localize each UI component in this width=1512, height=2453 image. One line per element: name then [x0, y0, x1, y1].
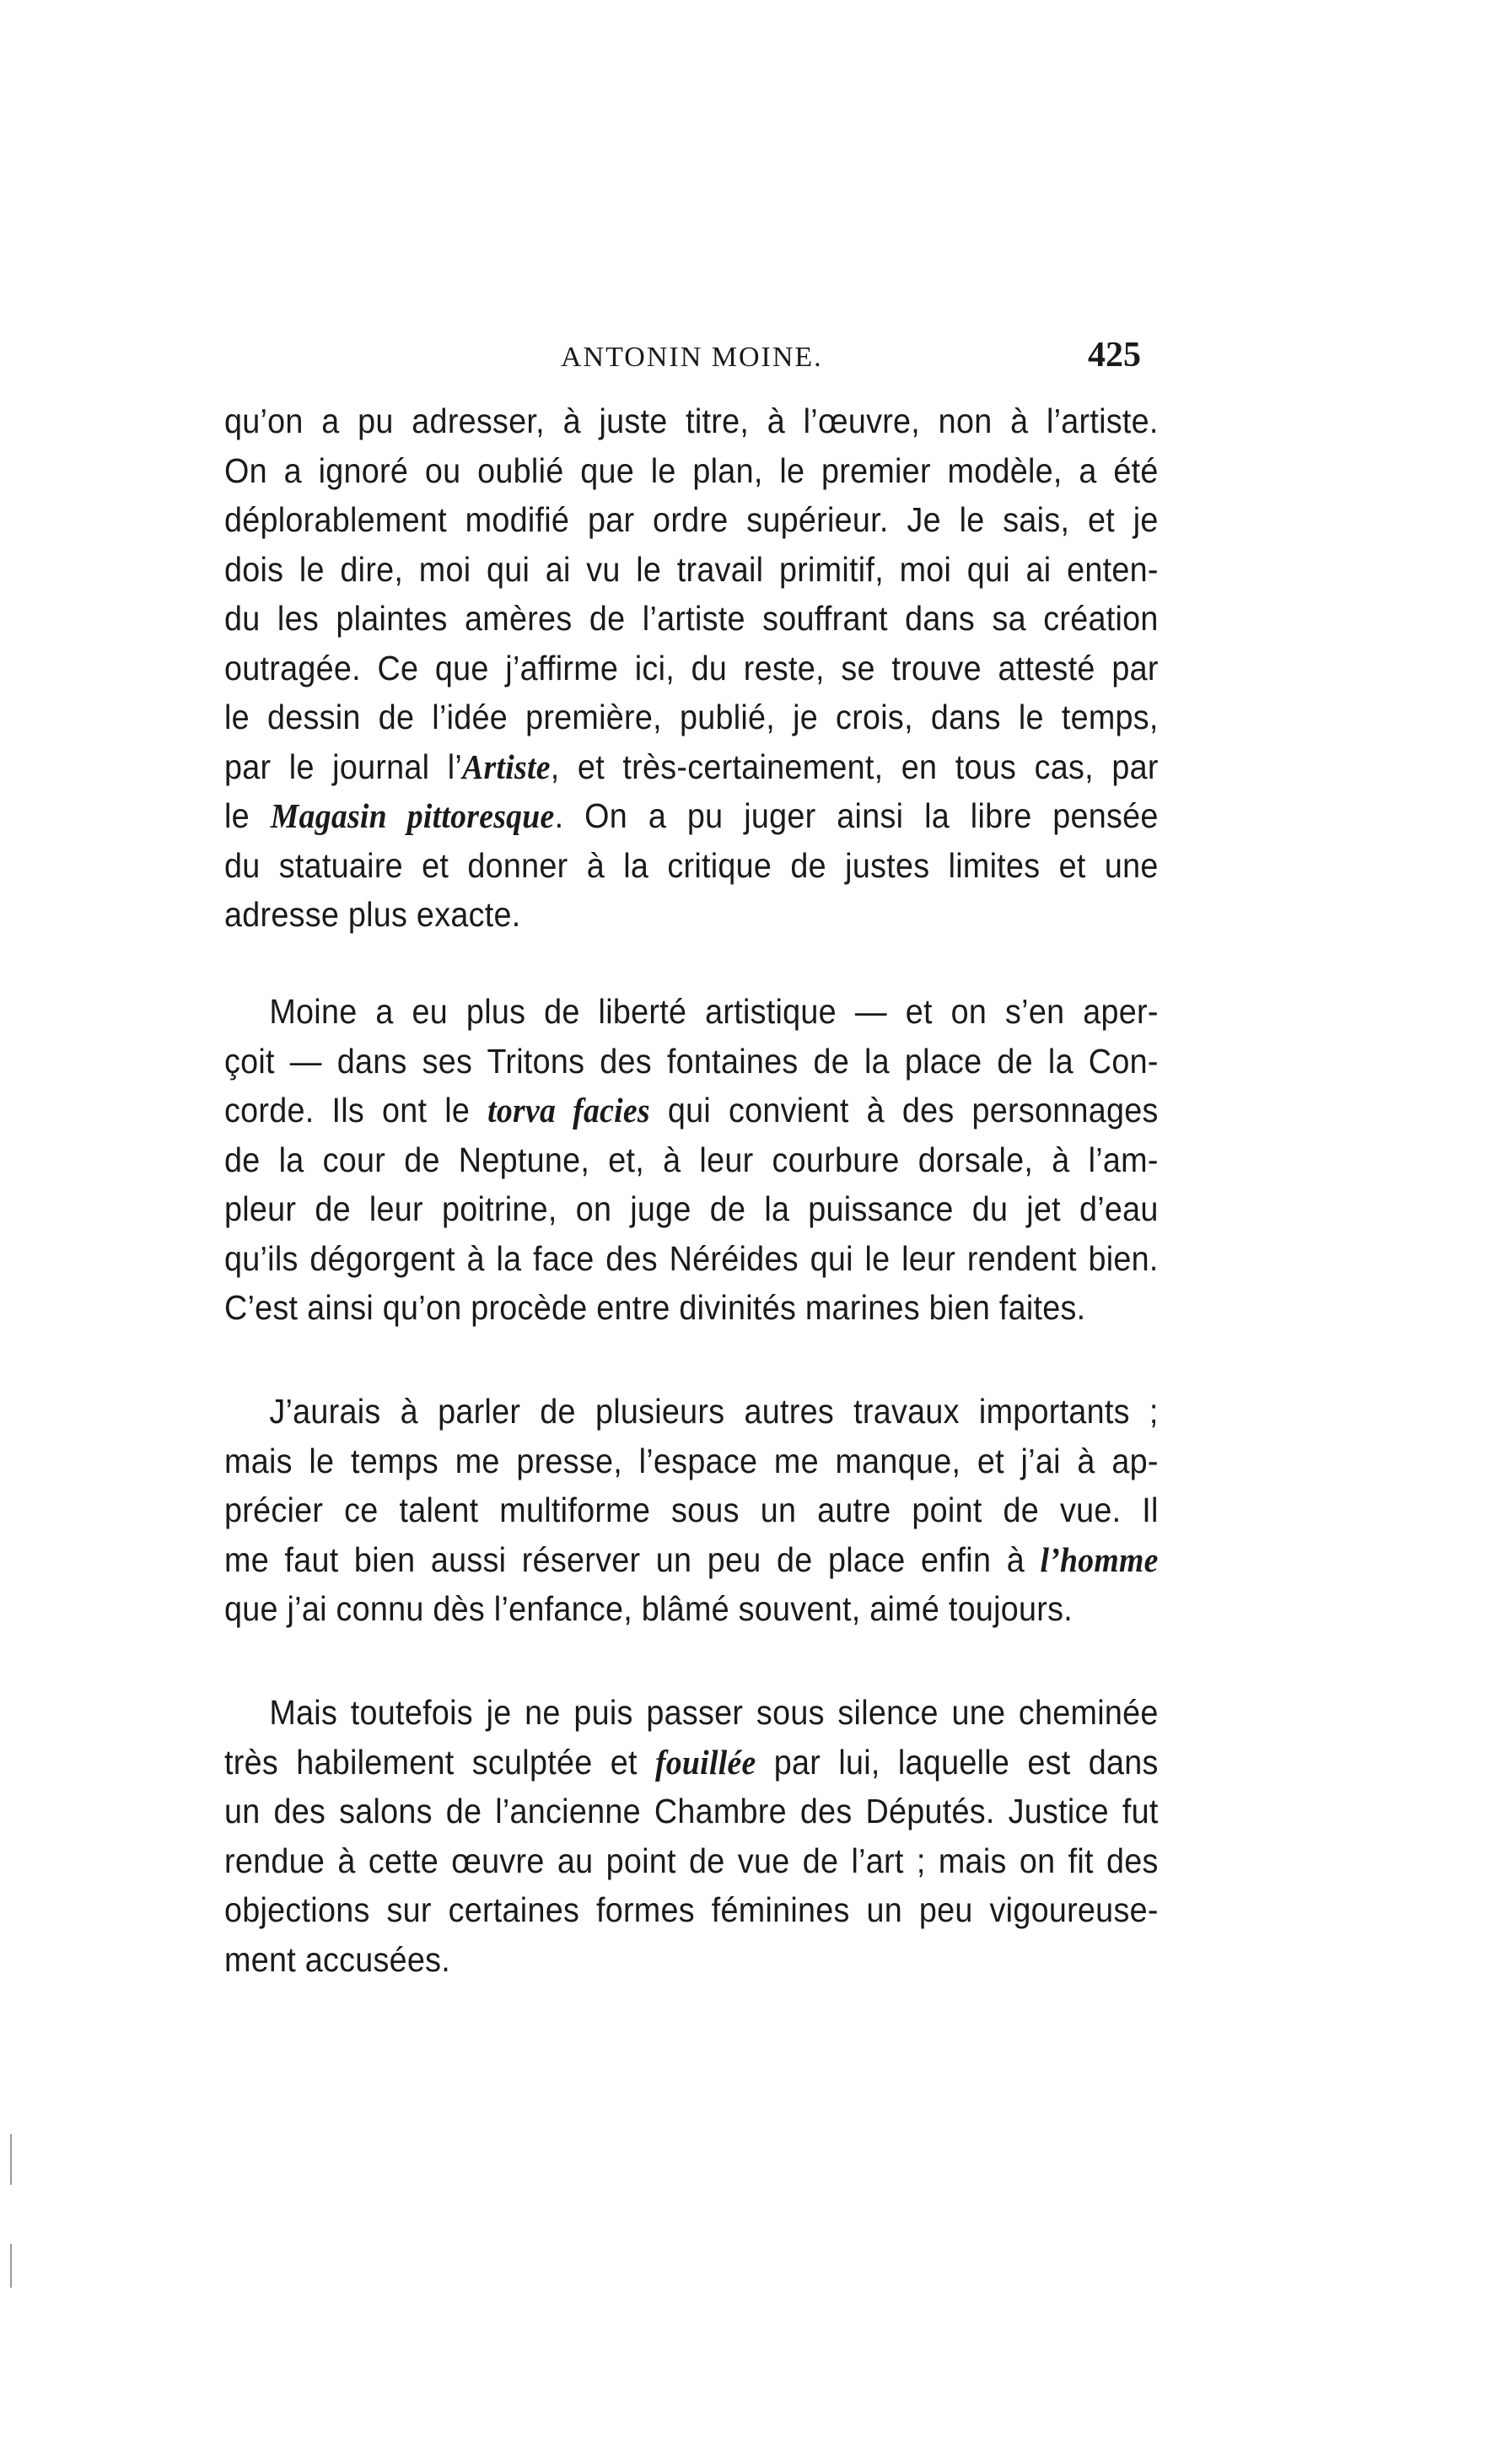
text-line: Moine a eu plus de liberté artistique — et on s’en aper-	[269, 992, 1159, 1031]
text-line: mais le temps me presse, l’espace me manque, et j’ai à ap-	[224, 1441, 1159, 1480]
italic-title: Artiste	[462, 747, 551, 786]
paragraph-2	[224, 987, 1159, 1333]
text-line: précier ce talent multiforme sous un autre point de vue. Il	[224, 1491, 1159, 1529]
text-line: rendue à cette œuvre au point de vue de l’art ; mais on fit des	[224, 1841, 1159, 1880]
text-line: du statuaire et donner à la critique de justes limites et une	[224, 845, 1159, 885]
text-line: que j’ai connu dès l’enfance, blâmé souvent, aimé toujours.	[224, 1589, 1073, 1628]
text-line: outragée. Ce que j’affirme ici, du reste, se trouve attesté par	[224, 648, 1159, 687]
text-line: très habilement sculptée et fouillée par lui, laquelle est dans	[224, 1742, 1159, 1782]
paragraph-3	[224, 1387, 1159, 1634]
text-line: le Magasin pittoresque. On a pu juger ainsi la libre pensée	[224, 796, 1159, 835]
text-line: J’aurais à parler de plusieurs autres travaux importants ;	[269, 1392, 1159, 1431]
italic-phrase: l’homme	[1040, 1539, 1159, 1579]
text-line: corde. Ils ont le torva facies qui convient à des personnages	[224, 1091, 1159, 1129]
paragraph-1	[224, 396, 1159, 940]
text-line: On a ignoré ou oublié que le plan, le premier modèle, a été	[224, 450, 1159, 490]
text-line: un des salons de l’ancienne Chambre des Députés. Justice fut	[224, 1792, 1159, 1830]
text-line: déplorablement modifié par ordre supérieur. Je le sais, et je	[224, 500, 1159, 539]
paragraph-4	[224, 1688, 1159, 1984]
text-line: dois le dire, moi qui ai vu le travail primitif, moi qui ai enten-	[224, 549, 1159, 589]
text-line: me faut bien aussi réserver un peu de place enfin à l’homme	[224, 1539, 1159, 1579]
text-line: par le journal l’Artiste, et très-certainement, en tous cas, par	[224, 747, 1159, 786]
text-line: pleur de leur poitrine, on juge de la puissance du jet d’eau	[224, 1189, 1159, 1228]
text-line: adresse plus exacte.	[224, 895, 521, 934]
text-line: de la cour de Neptune, et, à leur courbure dorsale, à l’am-	[224, 1140, 1159, 1179]
scan-margin-mark	[10, 2134, 12, 2185]
italic-phrase: fouillée	[654, 1742, 756, 1782]
text-line: objections sur certaines formes féminines un peu vigoureuse-	[224, 1890, 1159, 1929]
italic-title: Magasin pittoresque	[270, 796, 555, 835]
text-line: qu’on a pu adresser, à juste titre, à l’œuvre, non à l’artiste.	[224, 402, 1159, 440]
text-line: çoit — dans ses Tritons des fontaines de la place de la Con-	[224, 1041, 1159, 1081]
page-number: 425	[1088, 336, 1141, 375]
text-line: C’est ainsi qu’on procède entre divinités marines bien faites.	[224, 1288, 1086, 1327]
running-title: ANTONIN MOINE.	[561, 342, 823, 373]
italic-phrase: torva facies	[487, 1091, 650, 1129]
text-line: ment accusées.	[224, 1939, 451, 1979]
text-line: le dessin de l’idée première, publié, je crois, dans le temps,	[224, 698, 1159, 736]
text-line: Mais toutefois je ne puis passer sous silence une cheminée	[269, 1693, 1159, 1732]
scan-margin-mark	[10, 2244, 12, 2288]
text-line: qu’ils dégorgent à la face des Néréides qui le leur rendent bien.	[224, 1238, 1159, 1278]
text-line: du les plaintes amères de l’artiste souffrant dans sa création	[224, 599, 1159, 638]
